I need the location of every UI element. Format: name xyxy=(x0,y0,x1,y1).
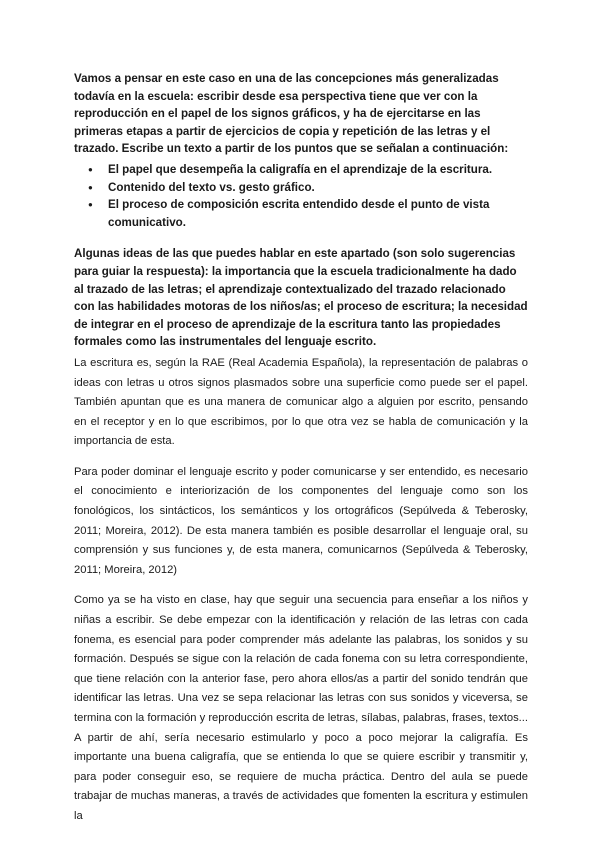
bullet-item: ● El proceso de composición escrita entendido desde el punto de vista comunicativo. xyxy=(108,196,528,231)
assignment-bullet-list xyxy=(74,161,528,231)
answer-paragraph: La escritura es, según la RAE (Real Academia Española), la representación de palabras o ideas con letras u otros signos plasmados sobre una superficie como puede ser el papel. También apuntan que es una manera de comunicar algo a alguien por escrito, pensando en el receptor y en lo que escribimos, por lo que otra vez se habla de comunicación y la importancia de esta. xyxy=(74,356,528,448)
assignment-prompt: Vamos a pensar en este caso en una de las concepciones más generalizadas todavía en la escuela: escribir desde esa perspectiva tiene que ver con la reproducción en el papel de los signos gráficos, y ha de ejercitarse en las primeras etapas a partir de ejercicios de copia y repetición de las letras y el trazado. Escribe un texto a partir de los puntos que se señalan a continuación: xyxy=(74,72,509,156)
answer-paragraph: Como ya se ha visto en clase, hay que seguir una secuencia para enseñar a los niños y niñas a escribir. Se debe empezar con la identificación y relación de las letras con cada fonema, es esencial para poder comprender más adelante las palabras, los sonidos y su formación. Después se sigue con la relación de cada fonema con su letra correspondiente, que tiene relación con la anterior fase, pero ahora ellos/as a partir del sonido tendrán que identificar las letras. Una vez se sepa relacionar las letras con sus sonidos y viceversa, se termina con la formación y reproducción escrita de letras, sílabas, palabras, frases, textos... A partir de ahí, sería necesario estimularlo y poco a poco mejorar la caligrafía. Es importante una buena caligrafía, que se entienda lo que se quiere escribir y transmitir y, para poder conseguir eso, se requiere de mucha práctica. Dentro del aula se puede trabajar de muchas maneras, a través de actividades que fomenten la escritura y estimulen la xyxy=(74,594,528,822)
answer-paragraph: Para poder dominar el lenguaje escrito y poder comunicarse y ser entendido, es necesario el conocimiento e interiorización de los componentes del lenguaje como son los fonológicos, los sintácticos, los semánticos y los ortográficos (Sepúlveda & Teberosky, 2011; Moreira, 2012). De esta manera también es posible desarrollar el lenguaje oral, su comprensión y sus funciones y, de esta manera, comunicarnos (Sepúlveda & Teberosky, 2011; Moreira, 2012) xyxy=(74,465,528,576)
bullet-item: ● El papel que desempeña la caligrafía en el aprendizaje de la escritura. xyxy=(108,161,528,179)
assignment-suggestions: Algunas ideas de las que puedes hablar en este apartado (son solo sugerencias para guiar la respuesta): la importancia que la escuela tradicionalmente ha dado al trazado de las letras; el aprendizaje contextualizado del trazado relacionado con las habilidades motoras de los niños/as; el proceso de escritura; la necesidad de integrar en el proceso de aprendizaje de la escritura tanto las propiedades formales como las instrumentales del lenguaje escrito. xyxy=(74,247,528,349)
bullet-item: ● Contenido del texto vs. gesto gráfico. xyxy=(108,179,528,197)
